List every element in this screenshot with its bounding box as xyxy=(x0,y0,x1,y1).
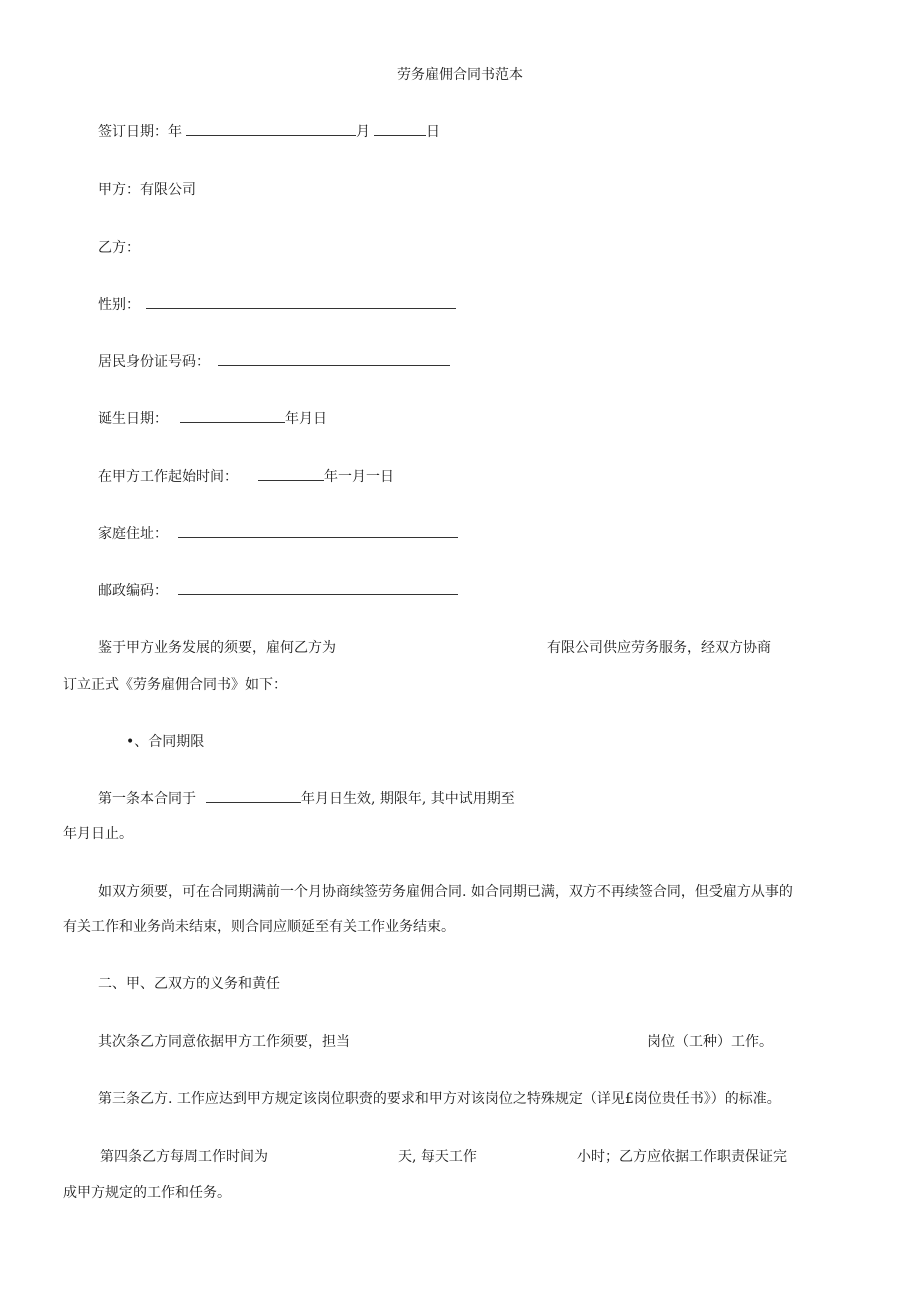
birth-date-blank[interactable] xyxy=(180,410,285,423)
address-line xyxy=(98,525,458,543)
section-2-heading: 二、甲、乙双方的义务和黄任 xyxy=(98,976,280,992)
article-1-end: 年月日止。 xyxy=(63,826,133,842)
birth-date-label: 诞生日期： xyxy=(98,411,168,427)
renewal-clause-1: 如双方须要，可在合同期满前一个月协商续签劳务雇佣合同. 如合同期已满，双方不再续签合同，但受雇方从事的 xyxy=(98,884,793,900)
id-number-blank[interactable] xyxy=(218,353,450,366)
sign-date-month-blank[interactable] xyxy=(374,123,426,136)
sign-date-day-label: 日 xyxy=(426,124,440,140)
postcode-label: 邮政编码： xyxy=(98,583,168,599)
postcode-blank[interactable] xyxy=(178,582,458,595)
preamble-part-3: 订立正式《劳务雇佣合同书》如下： xyxy=(63,677,287,693)
preamble-part-1: 鉴于甲方业务发展的须要，雇何乙方为 xyxy=(98,640,336,656)
start-time-line xyxy=(98,468,394,486)
gender-label: 性别： xyxy=(98,297,140,313)
start-time-suffix: 年一月一日 xyxy=(324,469,394,485)
gender-line xyxy=(98,296,456,314)
article-1-line xyxy=(98,790,515,808)
party-b-label: 乙方： xyxy=(98,240,140,256)
article-4-part-3: 小时；乙方应依据工作职责保证完 xyxy=(577,1149,787,1165)
article-2-part-2: 岗位（工种）工作。 xyxy=(647,1034,773,1050)
article-1-date-blank[interactable] xyxy=(206,790,301,803)
sign-date-month-label: 月 xyxy=(356,124,370,140)
id-number-label: 居民身份证号码： xyxy=(98,354,210,370)
birth-date-line xyxy=(98,410,327,428)
id-number-line xyxy=(98,353,450,371)
section-1-heading: •、合同期限 xyxy=(126,734,205,750)
address-label: 家庭住址： xyxy=(98,526,168,542)
address-blank[interactable] xyxy=(178,525,458,538)
article-4-part-4: 成甲方规定的工作和任务。 xyxy=(63,1185,231,1201)
sign-date-line xyxy=(98,123,440,141)
preamble-part-2: 有限公司供应劳务服务，经双方协商 xyxy=(547,640,771,656)
birth-date-suffix: 年月日 xyxy=(285,411,327,427)
article-2-part-1: 其次条乙方同意依据甲方工作须要，担当 xyxy=(98,1034,350,1050)
document-title: 劳务雇佣合同书范本 xyxy=(397,67,523,83)
article-4-part-1: 第四条乙方每周工作时间为 xyxy=(100,1149,268,1165)
sign-date-label: 签订日期：年 xyxy=(98,124,182,140)
start-time-label: 在甲方工作起始时间： xyxy=(98,469,238,485)
article-1-label: 第一条本合同于 xyxy=(98,791,196,807)
party-a-label: 甲方：有限公司 xyxy=(98,182,196,198)
gender-blank[interactable] xyxy=(146,296,456,309)
article-1-text: 年月日生效, 期限年, 其中试用期至 xyxy=(301,791,515,807)
postcode-line xyxy=(98,582,458,600)
start-time-blank[interactable] xyxy=(258,468,324,481)
sign-date-year-blank[interactable] xyxy=(186,123,356,136)
article-4-part-2: 天, 每天工作 xyxy=(398,1149,477,1165)
renewal-clause-2: 有关工作和业务尚未结束，则合同应顺延至有关工作业务结束。 xyxy=(63,919,455,935)
article-3: 第三条乙方. 工作应达到甲方规定该岗位职赍的要求和甲方对该岗位之特殊规定（详见£岗位贵任书》）的标准。 xyxy=(98,1091,781,1107)
